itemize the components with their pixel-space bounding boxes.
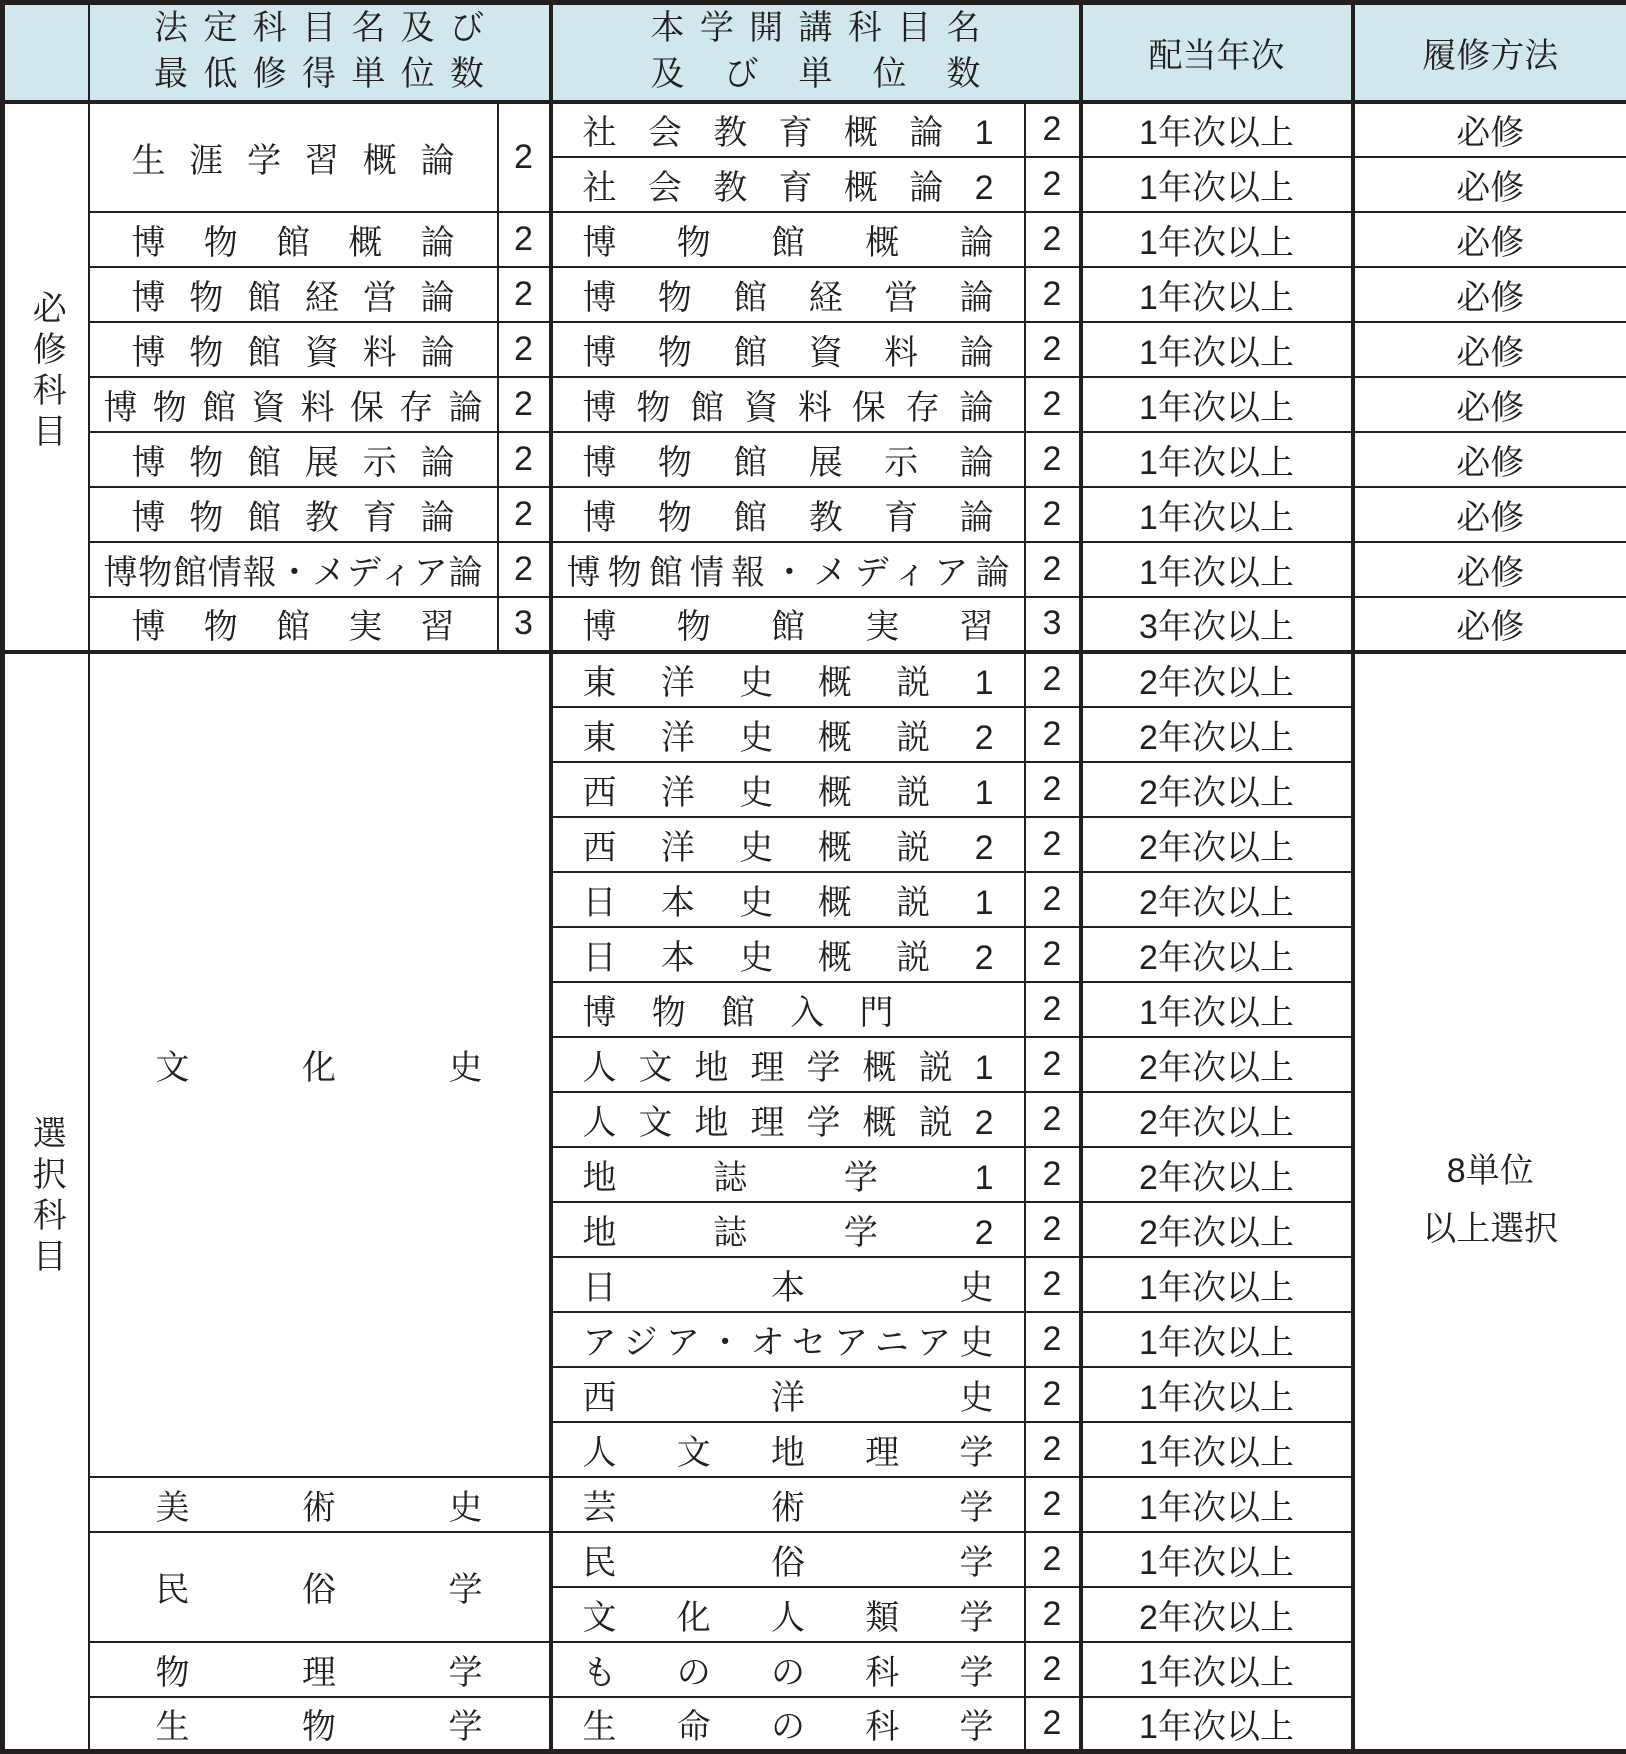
year-cell: 1年次以上 [1081,1697,1353,1752]
year-cell: 2年次以上 [1081,817,1353,872]
course-name: 東洋史概説2 [551,707,1025,762]
course-name: 地誌学1 [551,1147,1025,1202]
legal-subject-credits: 2 [498,267,551,322]
legal-subject-credits: 2 [498,432,551,487]
year-cell: 1年次以上 [1081,982,1353,1037]
course-name: 博物館展示論 [551,432,1025,487]
table-row [3,487,1626,542]
course-credits: 2 [1025,212,1081,267]
course-credits: 2 [1025,817,1081,872]
course-credits: 2 [1025,1147,1081,1202]
course-name: 東洋史概説1 [551,652,1025,707]
course-name: 博物館情報・メディア論 [551,542,1025,597]
legal-subject-credits: 2 [498,212,551,267]
year-cell: 2年次以上 [1081,1092,1353,1147]
course-credits: 2 [1025,542,1081,597]
table-row [3,102,1626,157]
table-row [3,432,1626,487]
year-cell: 1年次以上 [1081,542,1353,597]
year-cell: 1年次以上 [1081,1477,1353,1532]
course-name: 博物館入門 [551,982,1025,1037]
course-name: 博物館経営論 [551,267,1025,322]
elective-method-line1: 8単位 [1355,1143,1626,1201]
year-cell: 1年次以上 [1081,212,1353,267]
course-credits: 2 [1025,1312,1081,1367]
section-label-elective: 選択科目 [3,652,89,1752]
header-legal-line2: 最低修得単位数 [154,52,484,98]
method-cell: 必修 [1353,377,1626,432]
header-section-cell [3,3,89,102]
course-credits: 2 [1025,157,1081,212]
course-name: 西洋史概説2 [551,817,1025,872]
header-row [3,3,1626,102]
table-row [3,377,1626,432]
legal-subject-name: 生物学 [89,1697,551,1752]
course-credits: 2 [1025,872,1081,927]
course-name: 西洋史概説1 [551,762,1025,817]
method-cell: 必修 [1353,322,1626,377]
course-credits: 2 [1025,377,1081,432]
course-name: 民俗学 [551,1532,1025,1587]
course-name: ものの科学 [551,1642,1025,1697]
method-cell: 必修 [1353,212,1626,267]
year-cell: 2年次以上 [1081,762,1353,817]
course-name: 博物館資料保存論 [551,377,1025,432]
method-cell: 必修 [1353,157,1626,212]
year-cell: 2年次以上 [1081,1037,1353,1092]
header-course-line1: 本学開講科目名 [651,6,981,52]
course-name: 西洋史 [551,1367,1025,1422]
course-name: 博物館実習 [551,597,1025,652]
legal-subject-name: 民俗学 [89,1532,551,1642]
legal-subject-name: 博物館資料論 [89,322,498,377]
table-row [3,267,1626,322]
course-credits: 2 [1025,1532,1081,1587]
table-row [3,322,1626,377]
course-name: 社会教育概論2 [551,157,1025,212]
course-credits: 2 [1025,267,1081,322]
course-credits: 3 [1025,597,1081,652]
course-credits: 2 [1025,1257,1081,1312]
legal-subject-name: 文化史 [89,652,551,1477]
year-cell: 1年次以上 [1081,432,1353,487]
course-credits: 2 [1025,1367,1081,1422]
legal-subject-name: 博物館資料保存論 [89,377,498,432]
year-cell: 1年次以上 [1081,487,1353,542]
section-label-required: 必修科目 [3,102,89,652]
legal-subject-name: 博物館教育論 [89,487,498,542]
course-name: 日本史概説1 [551,872,1025,927]
course-credits: 2 [1025,982,1081,1037]
year-cell: 1年次以上 [1081,1642,1353,1697]
course-credits: 2 [1025,1587,1081,1642]
year-cell: 2年次以上 [1081,707,1353,762]
course-name: 日本史概説2 [551,927,1025,982]
legal-subject-credits: 2 [498,322,551,377]
year-cell: 1年次以上 [1081,267,1353,322]
course-credits: 2 [1025,707,1081,762]
header-year: 配当年次 [1081,3,1353,102]
legal-subject-credits: 3 [498,597,551,652]
legal-subject-name: 生涯学習概論 [89,102,498,212]
course-name: 文化人類学 [551,1587,1025,1642]
year-cell: 1年次以上 [1081,322,1353,377]
course-name: 人文地理学概説2 [551,1092,1025,1147]
legal-subject-credits: 2 [498,487,551,542]
course-credits: 2 [1025,1697,1081,1752]
year-cell: 1年次以上 [1081,1257,1353,1312]
method-cell-elective [1353,652,1626,1752]
year-cell: 2年次以上 [1081,1147,1353,1202]
course-name: 社会教育概論1 [551,102,1025,157]
legal-subject-name: 博物館展示論 [89,432,498,487]
header-course-subject [551,3,1081,102]
year-cell: 1年次以上 [1081,377,1353,432]
course-name: 博物館概論 [551,212,1025,267]
legal-subject-credits: 2 [498,377,551,432]
year-cell: 2年次以上 [1081,1587,1353,1642]
course-credits: 2 [1025,1202,1081,1257]
header-legal-subject [89,3,551,102]
course-credits: 2 [1025,927,1081,982]
course-name: 生命の科学 [551,1697,1025,1752]
course-credits: 2 [1025,762,1081,817]
legal-subject-name: 博物館情報・メディア論 [89,542,498,597]
course-credits: 2 [1025,487,1081,542]
course-name: 地誌学2 [551,1202,1025,1257]
legal-subject-credits: 2 [498,102,551,212]
course-name: 芸術学 [551,1477,1025,1532]
legal-subject-name: 博物館概論 [89,212,498,267]
year-cell: 2年次以上 [1081,927,1353,982]
course-credits: 2 [1025,1477,1081,1532]
header-legal-line1: 法定科目名及び [154,6,484,52]
method-cell: 必修 [1353,542,1626,597]
header-course-line2: 及び単位数 [651,52,981,98]
course-credits: 2 [1025,652,1081,707]
method-cell: 必修 [1353,487,1626,542]
method-cell: 必修 [1353,597,1626,652]
year-cell: 1年次以上 [1081,1532,1353,1587]
course-credits: 2 [1025,1422,1081,1477]
year-cell: 2年次以上 [1081,872,1353,927]
method-cell: 必修 [1353,102,1626,157]
course-name: アジア・オセアニア史 [551,1312,1025,1367]
year-cell: 1年次以上 [1081,102,1353,157]
year-cell: 2年次以上 [1081,652,1353,707]
table-row [3,212,1626,267]
legal-subject-name: 博物館実習 [89,597,498,652]
table-row [3,542,1626,597]
legal-subject-name: 物理学 [89,1642,551,1697]
legal-subject-credits: 2 [498,542,551,597]
table-row [3,652,1626,707]
year-cell: 2年次以上 [1081,1202,1353,1257]
course-name: 博物館資料論 [551,322,1025,377]
year-cell: 1年次以上 [1081,1367,1353,1422]
course-credits: 2 [1025,432,1081,487]
year-cell: 1年次以上 [1081,1312,1353,1367]
year-cell: 3年次以上 [1081,597,1353,652]
course-name: 人文地理学概説1 [551,1037,1025,1092]
header-method: 履修方法 [1353,3,1626,102]
course-name: 日本史 [551,1257,1025,1312]
course-credits: 2 [1025,102,1081,157]
course-credits: 2 [1025,1037,1081,1092]
legal-subject-name: 博物館経営論 [89,267,498,322]
course-credits: 2 [1025,1642,1081,1697]
year-cell: 1年次以上 [1081,157,1353,212]
year-cell: 1年次以上 [1081,1422,1353,1477]
course-credits: 2 [1025,322,1081,377]
elective-method-line2: 以上選択 [1355,1201,1626,1259]
method-cell: 必修 [1353,267,1626,322]
legal-subject-name: 美術史 [89,1477,551,1532]
course-name: 博物館教育論 [551,487,1025,542]
method-cell: 必修 [1353,432,1626,487]
table-row [3,597,1626,652]
course-credits: 2 [1025,1092,1081,1147]
course-name: 人文地理学 [551,1422,1025,1477]
